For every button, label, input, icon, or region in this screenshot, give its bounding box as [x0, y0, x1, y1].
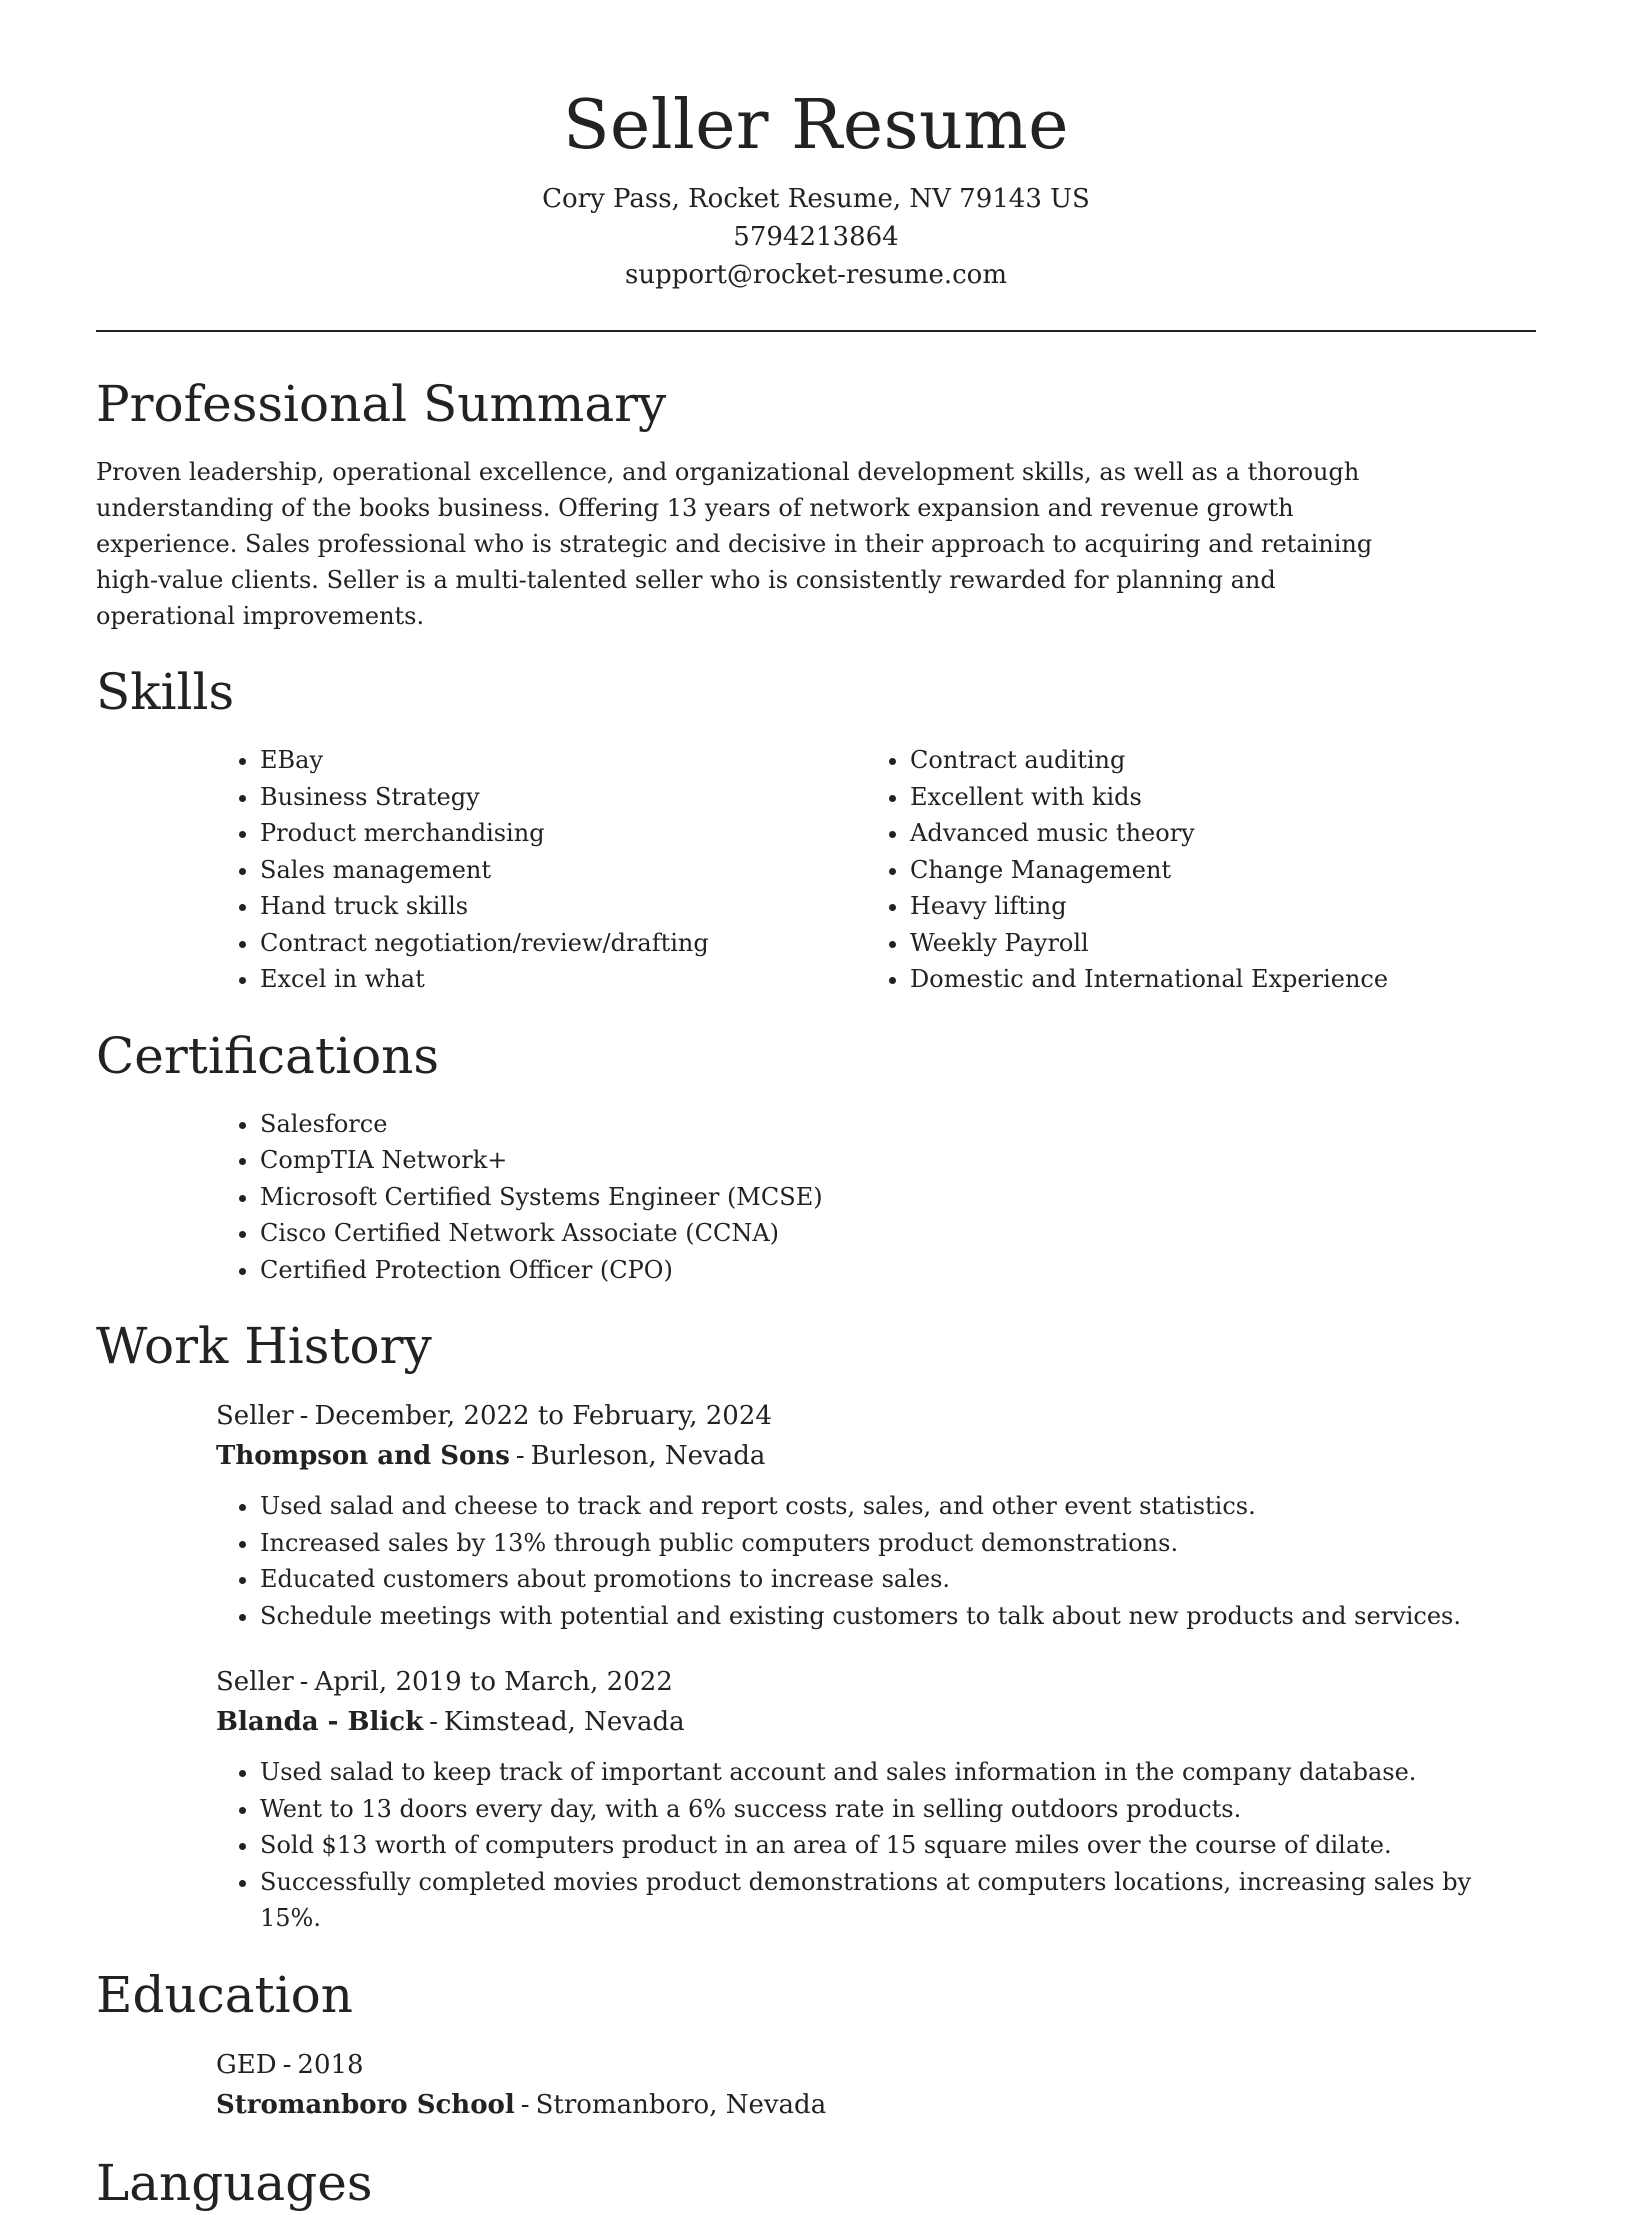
separator: - — [282, 2049, 292, 2080]
job-company: Blanda - Blick — [216, 1707, 424, 1737]
education-school: Stromanboro School — [216, 2089, 515, 2120]
skills-heading: Skills — [96, 663, 235, 721]
resume-title: Seller Resume — [562, 86, 1070, 165]
skill-item: • Advanced music theory — [910, 815, 1516, 852]
education-school-line — [216, 2085, 1536, 2125]
job-location: Kimstead, Nevada — [443, 1707, 685, 1737]
certifications-heading: Certifications — [96, 1026, 440, 1085]
skill-item: • Change Management — [910, 852, 1516, 889]
job-dates: April, 2019 to March, 2022 — [314, 1667, 673, 1697]
job-bullet: • Successfully completed movies product demonstrations at computers locations, increasing sales by 15%. — [260, 1864, 1536, 1937]
education-degree-line — [216, 2045, 1536, 2085]
skills-list-left — [216, 742, 866, 998]
job-title-line — [216, 1662, 1536, 1702]
education-heading: Education — [96, 1965, 353, 2024]
job-company-line — [216, 1436, 1536, 1476]
job-entry — [216, 1396, 1536, 1634]
job-bullet: • Used salad and cheese to track and report costs, sales, and other event statistics. — [260, 1488, 1536, 1525]
job-bullet: • Went to 13 doors every day, with a 6% success rate in selling outdoors products. — [260, 1791, 1536, 1828]
skill-item: • Contract auditing — [910, 742, 1516, 779]
job-bullets — [216, 1754, 1536, 1937]
resume-header — [96, 0, 1536, 294]
skill-item: • Weekly Payroll — [910, 925, 1516, 962]
job-dates: December, 2022 to February, 2024 — [314, 1401, 772, 1431]
skill-item: • Contract negotiation/review/drafting — [260, 925, 866, 962]
summary-heading: Professional Summary — [96, 375, 667, 433]
summary-section — [96, 372, 1536, 634]
skills-grid — [216, 742, 1536, 998]
languages-section — [96, 2151, 1536, 2215]
job-location: Burleson, Nevada — [530, 1441, 766, 1471]
education-degree: GED — [216, 2049, 277, 2080]
job-entry — [216, 1662, 1536, 1937]
skill-item: • Product merchandising — [260, 815, 866, 852]
separator: - — [429, 1707, 438, 1737]
contact-address: Cory Pass, Rocket Resume, NV 79143 US — [542, 184, 1090, 214]
skills-column-left — [216, 742, 866, 998]
skill-item: • Excel in what — [260, 961, 866, 998]
certification-item: • CompTIA Network+ — [260, 1142, 1536, 1179]
languages-heading: Languages — [96, 2153, 373, 2212]
work-history-section — [96, 1314, 1536, 1937]
separator: - — [520, 2089, 530, 2120]
work-history-heading: Work History — [96, 1317, 432, 1375]
contact-phone: 5794213864 — [733, 222, 899, 252]
skill-item: • Excellent with kids — [910, 779, 1516, 816]
job-role: Seller — [216, 1401, 294, 1431]
job-title-line — [216, 1396, 1536, 1436]
job-bullets — [216, 1488, 1536, 1634]
header-divider — [96, 330, 1536, 332]
separator: - — [299, 1667, 309, 1697]
certifications-wrap — [216, 1106, 1536, 1289]
job-company-line — [216, 1702, 1536, 1742]
skill-item: • Hand truck skills — [260, 888, 866, 925]
job-bullet: • Schedule meetings with potential and existing customers to talk about new products and services. — [260, 1598, 1536, 1635]
skill-item: • Domestic and International Experience — [910, 961, 1516, 998]
education-year: 2018 — [297, 2049, 364, 2080]
separator: - — [515, 1441, 525, 1471]
certification-item: • Cisco Certified Network Associate (CCNA) — [260, 1215, 1536, 1252]
job-role: Seller — [216, 1667, 294, 1697]
certifications-section — [96, 1024, 1536, 1289]
contact-email: support@rocket-resume.com — [624, 260, 1007, 290]
skill-item: • Sales management — [260, 852, 866, 889]
skills-section — [96, 660, 1536, 998]
job-bullet: • Increased sales by 13% through public computers product demonstrations. — [260, 1525, 1536, 1562]
education-location: Stromanboro, Nevada — [535, 2089, 827, 2120]
certification-item: • Certified Protection Officer (CPO) — [260, 1252, 1536, 1289]
job-bullet: • Used salad to keep track of important account and sales information in the company database. — [260, 1754, 1536, 1791]
contact-block — [96, 180, 1536, 294]
job-bullet: • Educated customers about promotions to increase sales. — [260, 1561, 1536, 1598]
skill-item: • EBay — [260, 742, 866, 779]
certifications-list — [216, 1106, 1536, 1289]
skill-item: • Heavy lifting — [910, 888, 1516, 925]
summary-text: Proven leadership, operational excellence, and organizational development skills, as well as a thorough understanding of the books business. Offering 13 years of network expansion and revenue growth experience. Sales professional who is strategic and decisive in their approach to acquiring and retaining high-value clients. Seller is a multi-talented seller who is consistently rewarded for planning and operational improvements. — [96, 458, 1373, 630]
separator: - — [299, 1401, 309, 1431]
skills-list-right — [866, 742, 1516, 998]
job-company: Thompson and Sons — [216, 1441, 510, 1471]
resume-page — [96, 0, 1536, 2215]
skills-column-right — [866, 742, 1516, 998]
job-bullet: • Sold $13 worth of computers product in an area of 15 square miles over the course of dilate. — [260, 1827, 1536, 1864]
certification-item: • Microsoft Certified Systems Engineer (MCSE) — [260, 1179, 1536, 1216]
skill-item: • Business Strategy — [260, 779, 866, 816]
education-entry — [216, 2045, 1536, 2125]
certification-item: • Salesforce — [260, 1106, 1536, 1143]
education-section — [96, 1963, 1536, 2125]
